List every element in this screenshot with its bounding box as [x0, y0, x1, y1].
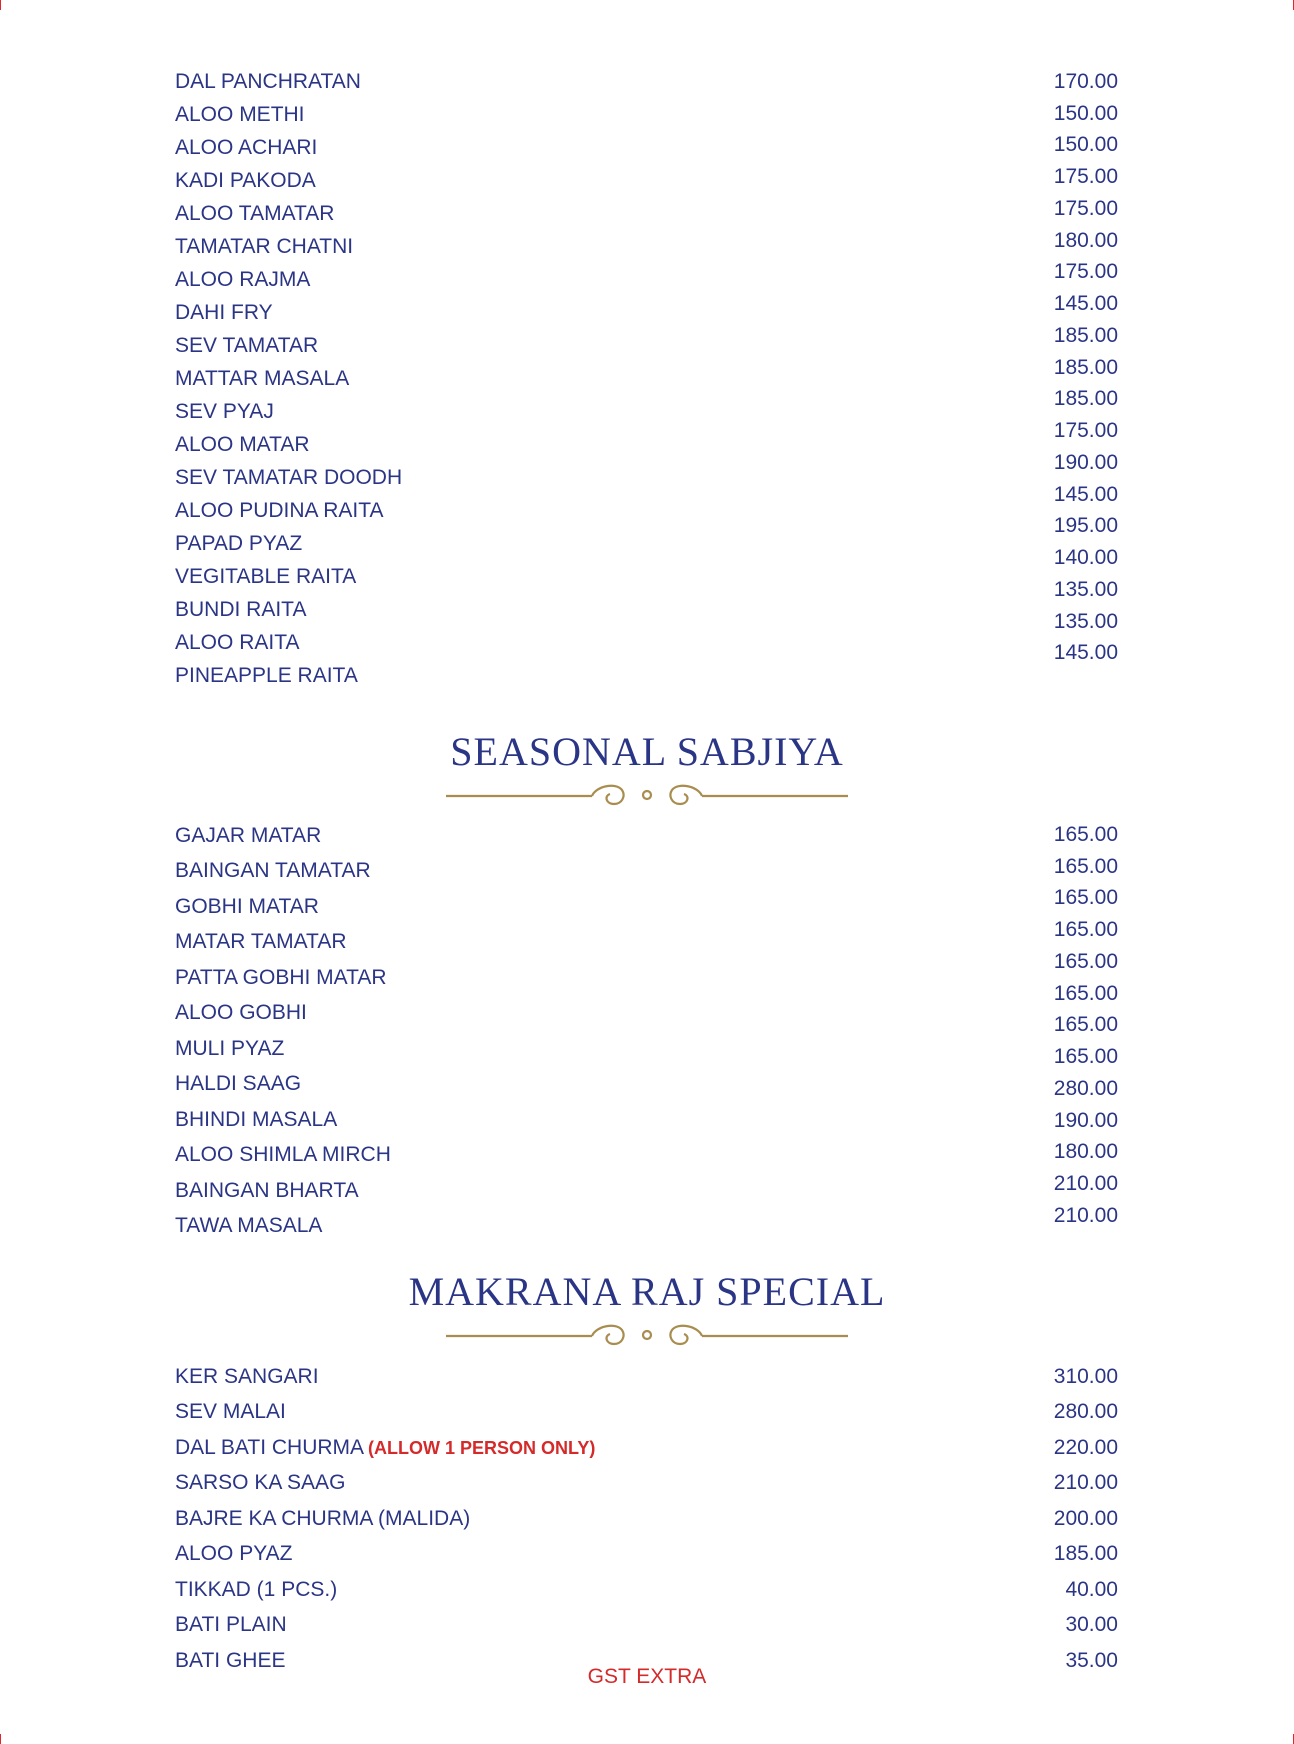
menu-item-price: 180.00 — [1053, 1140, 1118, 1163]
menu-item-price: 175.00 — [1053, 419, 1118, 442]
menu-item-name: BATI GHEE — [175, 1649, 286, 1672]
menu-item-price: 280.00 — [1053, 1400, 1118, 1423]
menu-item-label: DAL BATI CHURMA — [175, 1436, 365, 1459]
menu-item-price: 185.00 — [1053, 387, 1118, 410]
menu-item-price: 165.00 — [1053, 823, 1118, 846]
ornament-divider-icon — [446, 1316, 848, 1356]
menu-item-price: 220.00 — [1053, 1436, 1118, 1459]
menu-item-price: 165.00 — [1053, 918, 1118, 941]
crop-mark — [0, 0, 15, 10]
menu-item-name: SEV PYAJ — [175, 400, 274, 423]
menu-item-price: 190.00 — [1053, 1109, 1118, 1132]
menu-item-name: PINEAPPLE RAITA — [175, 664, 358, 687]
gst-footer-note: GST EXTRA — [587, 1665, 707, 1688]
menu-item-name: GOBHI MATAR — [175, 895, 319, 918]
menu-item-name: BAJRE KA CHURMA (MALIDA) — [175, 1507, 471, 1530]
menu-item-name: TAWA MASALA — [175, 1214, 323, 1237]
menu-item-price: 150.00 — [1053, 102, 1118, 125]
menu-item-name: TIKKAD (1 PCS.) — [175, 1578, 338, 1601]
menu-item-name: TAMATAR CHATNI — [175, 235, 354, 258]
crop-mark — [1279, 1734, 1294, 1744]
menu-item-note: (ALLOW 1 PERSON ONLY) — [368, 1438, 596, 1458]
menu-item-name: ALOO PUDINA RAITA — [175, 499, 384, 522]
section-title-special: MAKRANA RAJ SPECIAL — [408, 1269, 886, 1314]
menu-item-price: 310.00 — [1053, 1365, 1118, 1388]
menu-item-name: DAL PANCHRATAN — [175, 70, 361, 93]
menu-item-name: BAINGAN TAMATAR — [175, 859, 371, 882]
ornament-divider-icon — [446, 776, 848, 816]
menu-item-price: 135.00 — [1053, 578, 1118, 601]
menu-item-price: 170.00 — [1053, 70, 1118, 93]
menu-item-price: 210.00 — [1053, 1204, 1118, 1227]
menu-item-name: ALOO TAMATAR — [175, 202, 335, 225]
menu-item-name: DAHI FRY — [175, 301, 273, 324]
menu-item-price: 145.00 — [1053, 483, 1118, 506]
menu-item-price: 35.00 — [1065, 1649, 1118, 1672]
menu-item-price: 140.00 — [1053, 546, 1118, 569]
menu-item-name: BATI PLAIN — [175, 1613, 287, 1636]
menu-item-price: 165.00 — [1053, 1013, 1118, 1036]
menu-item-price: 40.00 — [1065, 1578, 1118, 1601]
menu-item-price: 145.00 — [1053, 292, 1118, 315]
menu-item-name: HALDI SAAG — [175, 1072, 302, 1095]
menu-item-name: PAPAD PYAZ — [175, 532, 303, 555]
menu-item-price: 175.00 — [1053, 260, 1118, 283]
crop-mark — [1279, 0, 1294, 10]
menu-item-price: 145.00 — [1053, 641, 1118, 664]
menu-item-price: 185.00 — [1053, 1542, 1118, 1565]
menu-item-name: MATTAR MASALA — [175, 367, 350, 390]
menu-item-price: 150.00 — [1053, 133, 1118, 156]
menu-item-name: PATTA GOBHI MATAR — [175, 966, 387, 989]
menu-item-name: ALOO RAJMA — [175, 268, 311, 291]
menu-item-name: KER SANGARI — [175, 1365, 319, 1388]
menu-item-price: 165.00 — [1053, 982, 1118, 1005]
menu-item-name: SEV TAMATAR — [175, 334, 319, 357]
menu-item-price: 185.00 — [1053, 324, 1118, 347]
menu-item-price: 175.00 — [1053, 197, 1118, 220]
menu-item-name: VEGITABLE RAITA — [175, 565, 357, 588]
menu-item-price: 195.00 — [1053, 514, 1118, 537]
menu-item-name: ALOO PYAZ — [175, 1542, 293, 1565]
menu-item-name: ALOO MATAR — [175, 433, 310, 456]
menu-item-name: BHINDI MASALA — [175, 1108, 338, 1131]
menu-item-name: ALOO RAITA — [175, 631, 300, 654]
menu-item-price: 185.00 — [1053, 356, 1118, 379]
menu-item-price: 190.00 — [1053, 451, 1118, 474]
menu-item-name: GAJAR MATAR — [175, 824, 322, 847]
menu-item-name: ALOO GOBHI — [175, 1001, 307, 1024]
menu-item-name: BAINGAN BHARTA — [175, 1179, 359, 1202]
menu-item-price: 165.00 — [1053, 1045, 1118, 1068]
menu-item-name: ALOO SHIMLA MIRCH — [175, 1143, 391, 1166]
menu-item-name: SARSO KA SAAG — [175, 1471, 346, 1494]
crop-mark — [0, 1734, 15, 1744]
menu-item-price: 210.00 — [1053, 1172, 1118, 1195]
menu-item-name — [175, 1436, 595, 1460]
menu-item-name: KADI PAKODA — [175, 169, 316, 192]
menu-item-price: 180.00 — [1053, 229, 1118, 252]
menu-item-price: 165.00 — [1053, 855, 1118, 878]
menu-item-name: ALOO METHI — [175, 103, 305, 126]
menu-item-name: SEV TAMATAR DOODH — [175, 466, 403, 489]
menu-item-name: MULI PYAZ — [175, 1037, 285, 1060]
menu-item-name: SEV MALAI — [175, 1400, 286, 1423]
menu-item-price: 30.00 — [1065, 1613, 1118, 1636]
menu-item-name: MATAR TAMATAR — [175, 930, 347, 953]
menu-item-name: BUNDI RAITA — [175, 598, 307, 621]
menu-item-price: 175.00 — [1053, 165, 1118, 188]
menu-item-price: 165.00 — [1053, 950, 1118, 973]
menu-item-price: 135.00 — [1053, 610, 1118, 633]
menu-item-price: 280.00 — [1053, 1077, 1118, 1100]
section-title-seasonal: SEASONAL SABJIYA — [450, 729, 844, 774]
menu-item-name: ALOO ACHARI — [175, 136, 318, 159]
menu-item-price: 165.00 — [1053, 886, 1118, 909]
menu-item-price: 210.00 — [1053, 1471, 1118, 1494]
menu-item-price: 200.00 — [1053, 1507, 1118, 1530]
